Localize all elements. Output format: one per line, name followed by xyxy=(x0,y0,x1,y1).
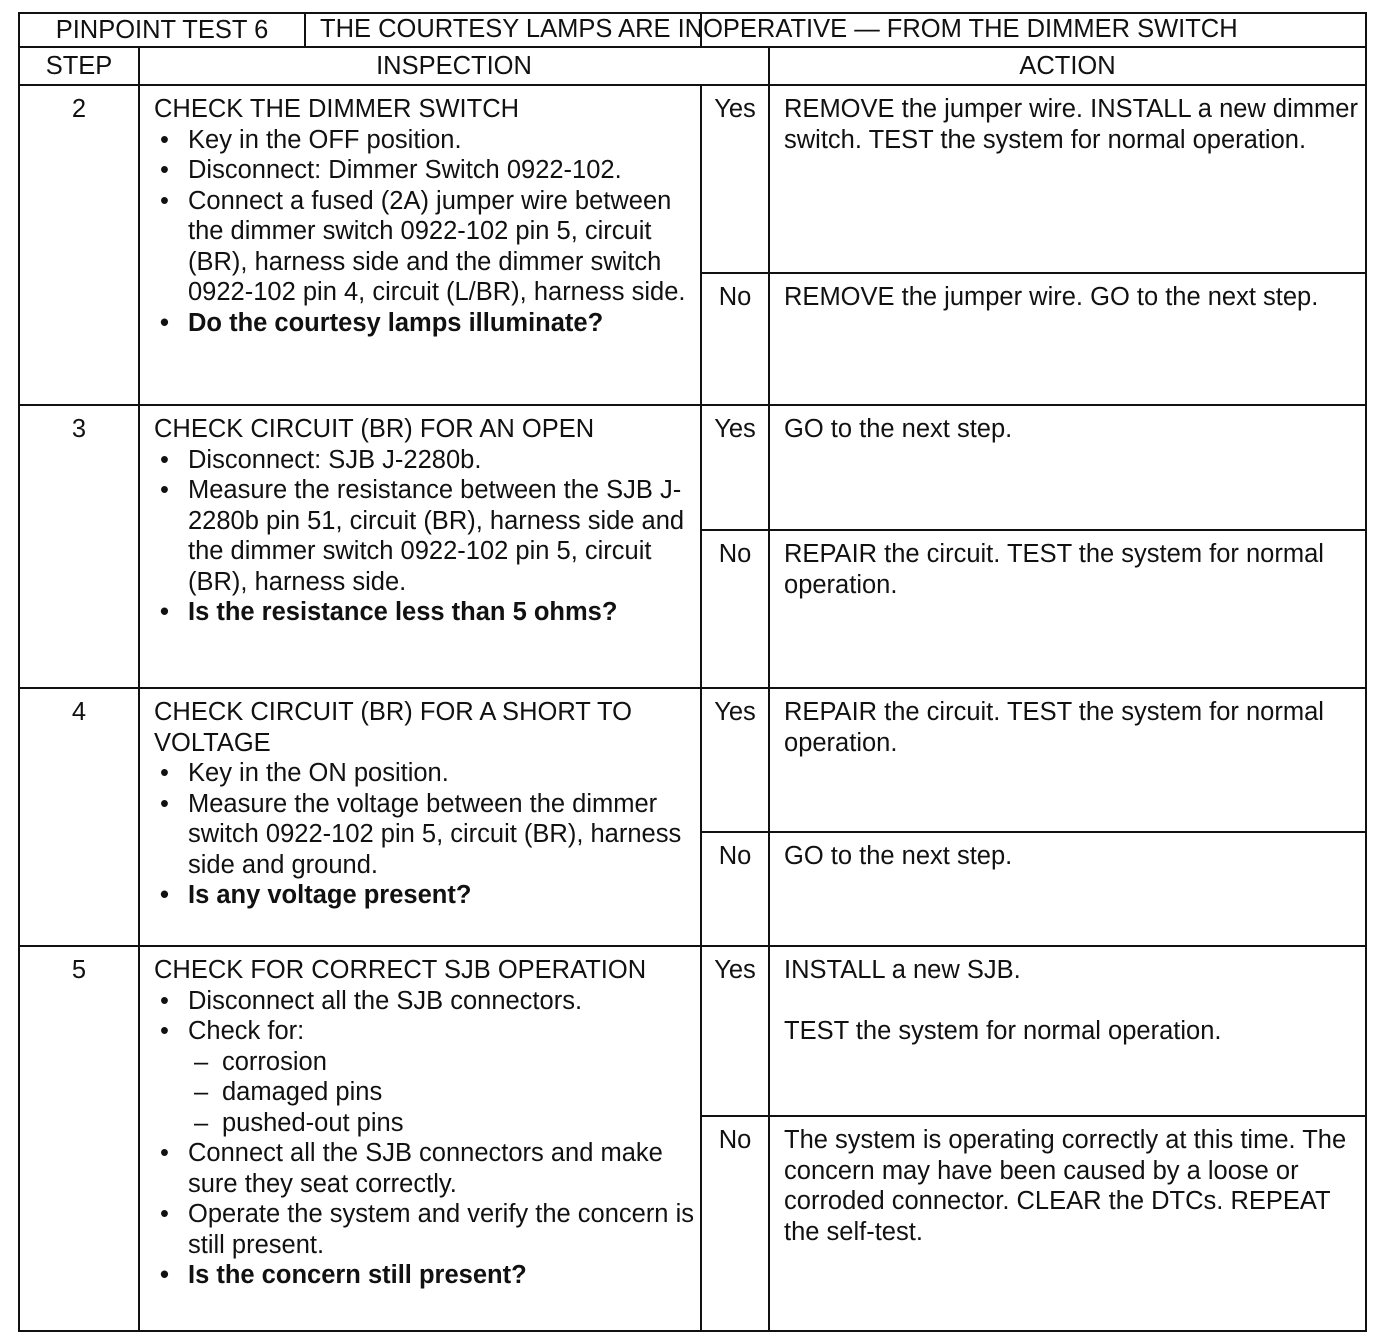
inspection-list xyxy=(154,986,694,1291)
inspection-heading: CHECK CIRCUIT (BR) FOR A SHORT TO VOLTAGE xyxy=(154,698,632,757)
inspection-question: • Is the concern still present? xyxy=(154,1260,694,1291)
inspection-item: • Connect all the SJB connectors and make sure they seat correctly. xyxy=(154,1138,694,1199)
no-action: The system is operating correctly at this time. The concern may have been caused by a loose or corroded connector. CLEAR the DTCs. REPEAT the self-test. xyxy=(769,1116,1366,1331)
step-5-yes-row xyxy=(19,946,1366,1116)
step-column-header: STEP xyxy=(19,47,139,85)
inspection-heading: CHECK CIRCUIT (BR) FOR AN OPEN xyxy=(154,415,595,444)
yes-action: REPAIR the circuit. TEST the system for normal operation. xyxy=(769,688,1366,832)
inspection-item: • Disconnect all the SJB connectors. xyxy=(154,986,694,1017)
no-action: REPAIR the circuit. TEST the system for normal operation. xyxy=(769,530,1366,688)
yes-label: Yes xyxy=(701,688,769,832)
step-number: 3 xyxy=(19,405,139,688)
inspection-list xyxy=(154,445,694,628)
yes-label: Yes xyxy=(701,946,769,1116)
title-row xyxy=(19,13,1366,47)
step-2-yes-row xyxy=(19,85,1366,273)
no-label: No xyxy=(701,273,769,405)
step-5-inspection xyxy=(139,946,701,1331)
step-3-inspection xyxy=(139,405,701,688)
yes-action-line: INSTALL a new SJB. xyxy=(784,956,1021,985)
check-list xyxy=(188,1047,694,1139)
inspection-column-header: INSPECTION xyxy=(139,47,769,85)
yes-label: Yes xyxy=(701,405,769,530)
action-column-header: ACTION xyxy=(769,47,1366,85)
inspection-item: • Operate the system and verify the concern is still present. xyxy=(154,1199,694,1260)
step-number: 2 xyxy=(19,85,139,405)
no-label: No xyxy=(701,530,769,688)
inspection-item: • Disconnect: Dimmer Switch 0922-102. xyxy=(154,155,694,186)
inspection-item: • Key in the OFF position. xyxy=(154,125,694,156)
inspection-item xyxy=(154,1016,694,1138)
inspection-item: • Measure the resistance between the SJB J-2280b pin 51, circuit (BR), harness side and the dimmer switch 0922-102 pin 5, circuit (BR), harness side. xyxy=(154,475,694,597)
yes-action: GO to the next step. xyxy=(769,405,1366,530)
inspection-heading: CHECK THE DIMMER SWITCH xyxy=(154,95,520,124)
pinpoint-test-sheet-main xyxy=(18,12,1367,1332)
step-3-yes-row xyxy=(19,405,1366,530)
no-label: No xyxy=(701,832,769,946)
inspection-question: • Is the resistance less than 5 ohms? xyxy=(154,597,694,628)
inspection-question: • Is any voltage present? xyxy=(154,880,694,911)
inspection-list xyxy=(154,758,694,911)
yes-action: REMOVE the jumper wire. INSTALL a new dimmer switch. TEST the system for normal operation. xyxy=(769,85,1366,273)
check-list-item: – corrosion xyxy=(188,1047,694,1078)
title-cell xyxy=(19,13,1238,47)
no-action: GO to the next step. xyxy=(769,832,1366,946)
test-title: THE COURTESY LAMPS ARE INOPERATIVE — FROM THE DIMMER SWITCH xyxy=(320,15,1238,43)
step-4-inspection xyxy=(139,688,701,946)
column-header-row xyxy=(19,47,1366,85)
inspection-heading: CHECK FOR CORRECT SJB OPERATION xyxy=(154,956,647,985)
inspection-item: • Key in the ON position. xyxy=(154,758,694,789)
inspection-question: • Do the courtesy lamps illuminate? xyxy=(154,308,694,339)
inspection-item: • Disconnect: SJB J-2280b. xyxy=(154,445,694,476)
yes-action xyxy=(769,946,1366,1116)
check-for-label: Check for: xyxy=(188,1017,305,1046)
yes-label: Yes xyxy=(701,85,769,273)
step-2-inspection xyxy=(139,85,701,405)
no-label: No xyxy=(701,1116,769,1331)
check-list-item: – pushed-out pins xyxy=(188,1108,694,1139)
inspection-list xyxy=(154,125,694,339)
step-number: 4 xyxy=(19,688,139,946)
pinpoint-test-grid xyxy=(18,12,1367,1332)
inspection-item: • Measure the voltage between the dimmer switch 0922-102 pin 5, circuit (BR), harness side and ground. xyxy=(154,789,694,881)
yes-action-line: TEST the system for normal operation. xyxy=(784,1016,1222,1045)
inspection-item: • Connect a fused (2A) jumper wire between the dimmer switch 0922-102 pin 5, circuit (BR), harness side and the dimmer switch 0922-102 pin 4, circuit (L/BR), harness side. xyxy=(154,186,694,308)
no-action: REMOVE the jumper wire. GO to the next step. xyxy=(769,273,1366,405)
test-id: PINPOINT TEST 6 xyxy=(20,14,306,46)
check-list-item: – damaged pins xyxy=(188,1077,694,1108)
step-number: 5 xyxy=(19,946,139,1331)
step-4-yes-row xyxy=(19,688,1366,832)
